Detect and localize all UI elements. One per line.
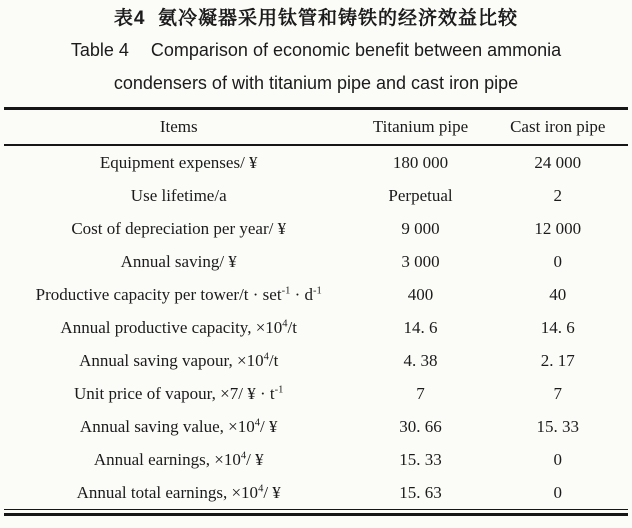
titanium-pipe-value: 7 [416, 383, 425, 403]
item-label: Annual saving/ ¥ [120, 251, 237, 271]
table-row [4, 245, 628, 278]
table-row [4, 145, 628, 179]
titanium-pipe-value: 15. 33 [399, 449, 442, 469]
cast-iron-pipe-value: 12 000 [534, 218, 582, 238]
cast-iron-pipe-value: 0 [553, 482, 563, 502]
comparison-table [4, 107, 628, 509]
table-caption-chinese: 表4 氨冷凝器采用钛管和铸铁的经济效益比较 [113, 8, 519, 29]
table-body [4, 145, 628, 509]
item-label: Unit price of vapour, ×7/ ¥ · $t^{-1}$ [74, 383, 284, 403]
table-bottom-rule [4, 509, 628, 516]
table-row [4, 377, 628, 410]
titanium-pipe-value: 180 000 [392, 152, 449, 172]
table-caption-english-line2: condensers of with titanium pipe and cast iron pipe [113, 73, 519, 93]
titanium-pipe-value: 3 000 [401, 251, 440, 271]
item-label: Equipment expenses/ ¥ [99, 152, 258, 172]
cast-iron-pipe-value: 40 [549, 284, 567, 304]
table-row [4, 476, 628, 509]
table-row [4, 179, 628, 212]
header-row [4, 109, 628, 146]
item-label: Productive capacity per tower/t · $set^{-1} \cdot d^{-1}$ [35, 284, 322, 304]
table-row [4, 212, 628, 245]
item-label: Annual saving value, $\times 10^4/$ ¥ [79, 416, 278, 436]
table-row [4, 278, 628, 311]
titanium-pipe-value: 9 000 [401, 218, 440, 238]
cast-iron-pipe-value: 2 [553, 185, 563, 205]
item-label: Cost of depreciation per year/ ¥ [71, 218, 287, 238]
table-container [4, 107, 628, 516]
table-caption-english [0, 34, 632, 100]
titanium-pipe-value: 15. 63 [399, 482, 442, 502]
cast-iron-pipe-value: 7 [553, 383, 563, 403]
cast-iron-pipe-value: 24 000 [534, 152, 582, 172]
item-label: Annual saving vapour, $\times 10^4/t$ [79, 350, 279, 370]
cast-iron-pipe-value: 0 [553, 449, 563, 469]
cast-iron-pipe-value: 15. 33 [536, 416, 580, 436]
table-row [4, 443, 628, 476]
cast-iron-pipe-value: 0 [553, 251, 563, 271]
table-caption-english-line1 [71, 40, 561, 60]
titanium-pipe-value: Perpetual [388, 185, 453, 205]
column-header-cast-iron-pipe: Cast iron pipe [488, 109, 628, 146]
cast-iron-pipe-value: 2. 17 [540, 350, 575, 370]
cast-iron-pipe-value: 14. 6 [540, 317, 575, 337]
titanium-pipe-value: 14. 6 [403, 317, 438, 337]
item-label: Annual total earnings, $\times 10^4/$ ¥ [76, 482, 281, 502]
titanium-pipe-value: 30. 66 [399, 416, 442, 436]
table-caption-english-text: Comparison of economic benefit between ammonia [150, 40, 562, 60]
titanium-pipe-value: 4. 38 [403, 350, 438, 370]
item-label: Use lifetime/a [130, 185, 227, 205]
table-number-label: Table 4 [70, 40, 129, 60]
item-label: Annual earnings, $\times 10^4/$ ¥ [93, 449, 264, 469]
table-row [4, 344, 628, 377]
titanium-pipe-value: 400 [407, 284, 434, 304]
table-row [4, 410, 628, 443]
column-header-items: Items [4, 109, 353, 146]
column-header-titanium-pipe: Titanium pipe [353, 109, 487, 146]
paper-page [0, 4, 632, 528]
item-label: Annual productive capacity, $\times 10^4/t$ [60, 317, 297, 337]
table-row [4, 311, 628, 344]
